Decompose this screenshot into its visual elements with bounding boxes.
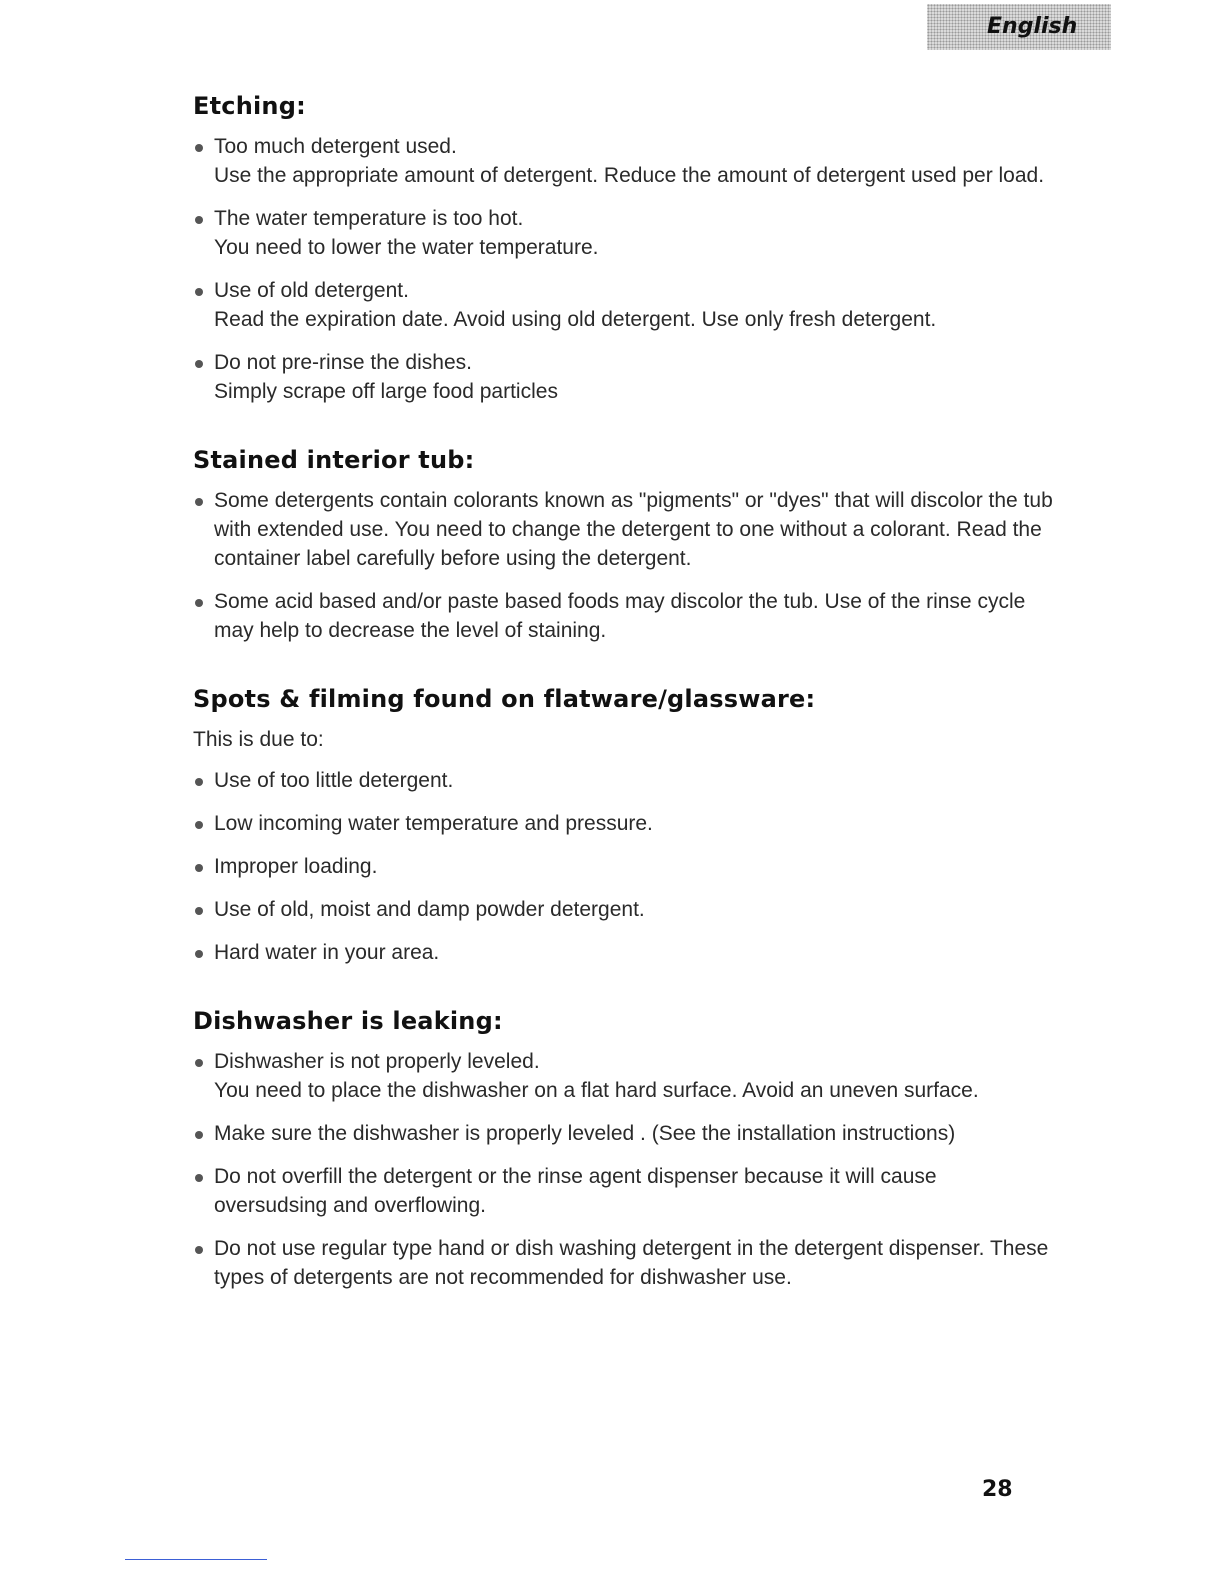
section-intro: This is due to: bbox=[193, 728, 324, 751]
list-item bbox=[193, 276, 1053, 334]
item-text: Some acid based and/or paste based foods may discolor the tub. Use of the rinse cycle may help to decrease the level of staining. bbox=[214, 590, 1026, 642]
item-detail: You need to lower the water temperature. bbox=[214, 236, 599, 259]
footer-divider bbox=[125, 1559, 267, 1560]
list-item bbox=[193, 587, 1053, 645]
section-spots-filming bbox=[193, 685, 1053, 967]
item-text: Use of too little detergent. bbox=[214, 769, 454, 792]
list-item bbox=[193, 1047, 1053, 1105]
page-number: 28 bbox=[982, 1477, 1013, 1502]
item-text: Do not pre-rinse the dishes. bbox=[214, 351, 472, 374]
item-text: Use of old detergent. bbox=[214, 279, 409, 302]
list-item bbox=[193, 809, 1053, 838]
language-label: English bbox=[987, 14, 1078, 39]
section-title: Spots & filming found on flatware/glassware: bbox=[193, 685, 816, 713]
section-title: Stained interior tub: bbox=[193, 446, 475, 474]
item-text: Use of old, moist and damp powder detergent. bbox=[214, 898, 645, 921]
item-text: Do not use regular type hand or dish washing detergent in the detergent dispenser. These types of detergents are not recommended for dishwasher use. bbox=[214, 1237, 1049, 1289]
item-text: Low incoming water temperature and pressure. bbox=[214, 812, 653, 835]
item-detail: Read the expiration date. Avoid using old detergent. Use only fresh detergent. bbox=[214, 308, 937, 331]
item-text: The water temperature is too hot. bbox=[214, 207, 524, 230]
language-tab bbox=[927, 4, 1111, 50]
section-leaking bbox=[193, 1007, 1053, 1292]
list-item bbox=[193, 895, 1053, 924]
item-text: Dishwasher is not properly leveled. bbox=[214, 1050, 540, 1073]
section-title: Dishwasher is leaking: bbox=[193, 1007, 503, 1035]
section-stained-tub bbox=[193, 446, 1053, 645]
document-body bbox=[193, 92, 1053, 1332]
list-item bbox=[193, 486, 1053, 573]
item-text: Some detergents contain colorants known as "pigments" or "dyes" that will discolor the tub with extended use. You need to change the detergent to one without a colorant. Read the container label carefully before using the detergent. bbox=[214, 489, 1053, 570]
list-item bbox=[193, 1162, 1053, 1220]
item-detail: You need to place the dishwasher on a flat hard surface. Avoid an uneven surface. bbox=[214, 1079, 979, 1102]
list-item bbox=[193, 204, 1053, 262]
list-item bbox=[193, 1119, 1053, 1148]
item-text: Hard water in your area. bbox=[214, 941, 440, 964]
item-detail: Use the appropriate amount of detergent. Reduce the amount of detergent used per load. bbox=[214, 164, 1045, 187]
list-item bbox=[193, 348, 1053, 406]
bullet-list bbox=[193, 1047, 1053, 1292]
list-item bbox=[193, 132, 1053, 190]
item-text: Make sure the dishwasher is properly leveled . (See the installation instructions) bbox=[214, 1122, 956, 1145]
list-item bbox=[193, 938, 1053, 967]
bullet-list bbox=[193, 132, 1053, 406]
bullet-list bbox=[193, 766, 1053, 967]
item-text: Do not overfill the detergent or the rinse agent dispenser because it will cause oversudsing and overflowing. bbox=[214, 1165, 937, 1217]
list-item bbox=[193, 1234, 1053, 1292]
section-etching bbox=[193, 92, 1053, 406]
item-detail: Simply scrape off large food particles bbox=[214, 380, 558, 403]
item-text: Improper loading. bbox=[214, 855, 378, 878]
list-item bbox=[193, 766, 1053, 795]
list-item bbox=[193, 852, 1053, 881]
bullet-list bbox=[193, 486, 1053, 645]
item-text: Too much detergent used. bbox=[214, 135, 457, 158]
section-title: Etching: bbox=[193, 92, 306, 120]
